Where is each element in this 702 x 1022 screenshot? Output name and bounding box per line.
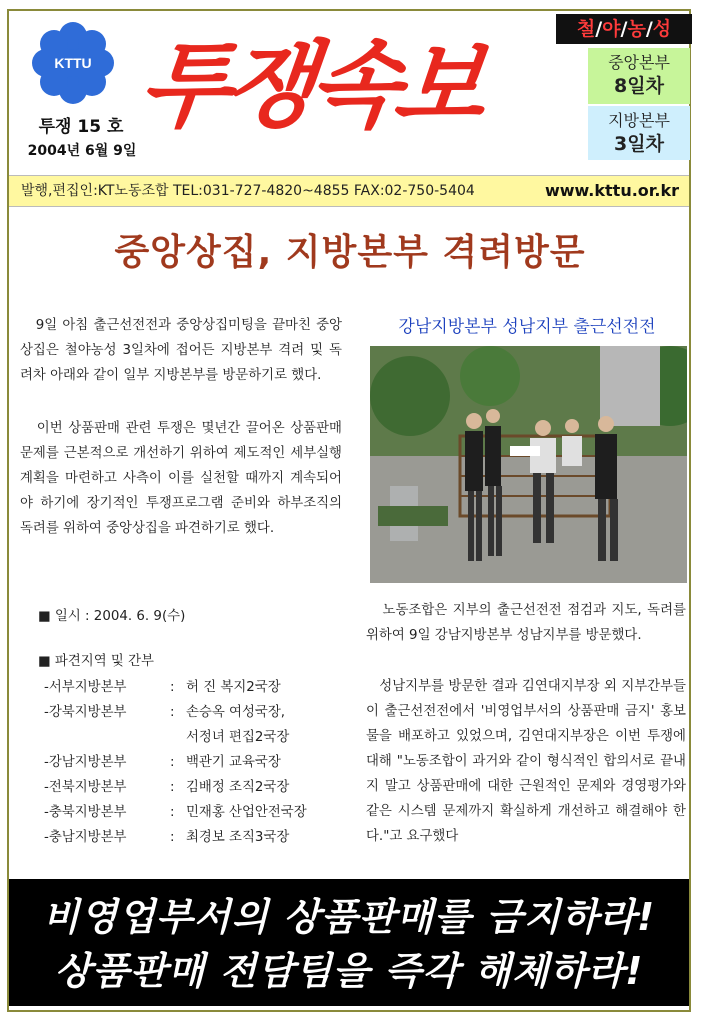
right-paragraph-1 — [366, 598, 686, 648]
dispatch-row — [44, 800, 354, 825]
dispatch-people: 민재홍 산업안전국장 — [186, 805, 307, 820]
regional-label: 지방본부 — [608, 111, 670, 130]
dispatch-region: -강북지방본부 — [44, 705, 127, 720]
hq-days: 8일차 — [614, 75, 664, 97]
issue-date: 2004년 6월 9일 — [27, 143, 137, 159]
right-paragraph-1-text: 노동조합은 지부의 출근선전전 점검과 지도, 독려를 위하여 9일 강남지방본부 성남지부를 방문했다. — [366, 603, 686, 643]
dispatch-row — [44, 675, 354, 700]
right-paragraph-2 — [366, 674, 686, 849]
dispatch-row — [44, 775, 354, 800]
regional-days: 3일차 — [614, 133, 664, 155]
colon: : — [170, 805, 175, 820]
dispatch-region: -전북지방본부 — [44, 780, 127, 795]
slogan-char: 성 — [652, 18, 672, 40]
bullet-dispatch: ■ 파견지역 및 간부 — [38, 654, 154, 669]
hq-label: 중앙본부 — [608, 53, 670, 72]
colon: : — [170, 780, 175, 795]
colon: : — [170, 755, 175, 770]
banner-line-2: 상품판매 전담팀을 즉각 해체하라! — [54, 949, 644, 993]
logo-text: KTTU — [54, 55, 92, 71]
dispatch-people: 서정녀 편집2국장 — [186, 730, 290, 745]
slogan-char: 야 — [602, 18, 621, 40]
dispatch-row — [44, 750, 354, 775]
left-paragraph-2 — [20, 416, 342, 541]
slogan-char: 철 — [576, 18, 596, 40]
website-link[interactable]: www.kttu.or.kr — [544, 181, 679, 200]
colon: : — [170, 705, 175, 720]
bullet-date: ■ 일시 : 2004. 6. 9(수) — [38, 609, 186, 624]
dispatch-people: 허 진 복지2국장 — [186, 680, 281, 695]
left-paragraph-2-text: 이번 상품판매 관련 투쟁은 몇년간 끌어온 상품판매 문제를 근본적으로 개선하기 위하여 제도적인 세부실행계획을 마련하고 사측이 이를 실천할 때까지 계속되어야 하기에 장기적인 투쟁프로그램 준비와 하부조직의 독려를 위하여 중앙상집을 파견하기로 했다. — [20, 421, 342, 536]
left-paragraph-1-text: 9일 아침 출근선전전과 중앙상집미팅을 끝마친 중앙상집은 철야농성 3일차에 접어든 지방본부 격려 및 독려차 아래와 같이 일부 지방본부를 방문하기로 했다. — [20, 318, 342, 383]
photo-caption: 강남지방본부 성남지부 출근선전전 — [398, 317, 656, 337]
dispatch-row — [44, 825, 354, 850]
publisher-info: 발행,편집인:KT노동조합 TEL:031-727-4820~4855 FAX:02-750-5404 — [21, 183, 475, 199]
dispatch-row — [44, 700, 354, 725]
slogan-badge: 철/야/농/성 — [556, 14, 692, 44]
banner-line-1: 비영업부서의 상품판매를 금지하라! — [42, 895, 656, 939]
dispatch-region: -서부지방본부 — [44, 680, 127, 695]
dispatch-region: -충북지방본부 — [44, 805, 127, 820]
colon: : — [170, 830, 175, 845]
dispatch-list — [44, 675, 354, 850]
publisher-bar — [9, 175, 689, 207]
dispatch-people: 김배정 조직2국장 — [186, 780, 290, 795]
left-paragraph-1 — [20, 313, 342, 388]
colon: : — [170, 680, 175, 695]
slogan-banner — [9, 879, 689, 1006]
right-paragraph-2-text: 성남지부를 방문한 결과 김연대지부장 외 지부간부들이 출근선전전에서 '비영업부서의 상품판매 금지' 홍보물을 배포하고 있었으며, 김연대지부장은 이번 투쟁에 대해 "노동조합이 과거와 같이 형식적인 합의서로 끝내지 말고 상품판매에 대한 근원적인 문제와 경영평가와 같은 시스템 문제까지 확실하게 개선하고 해결해야 한다."고 요구했다 — [366, 679, 686, 844]
dispatch-people: 백관기 교육국장 — [186, 755, 281, 770]
regional-day-counter — [588, 106, 690, 160]
slogan-char: 농 — [627, 18, 646, 40]
dispatch-region: -강남지방본부 — [44, 755, 127, 770]
article-headline: 중앙상집, 지방본부 격려방문 — [114, 232, 586, 273]
masthead-title: 투쟁속보 — [134, 32, 485, 141]
issue-number: 투쟁 15 호 — [38, 117, 124, 137]
photo-image — [370, 346, 687, 583]
dispatch-people: 최경보 조직3국장 — [186, 830, 290, 845]
dispatch-row — [44, 725, 354, 750]
hq-day-counter — [588, 48, 690, 104]
dispatch-people: 손승옥 여성국장, — [186, 705, 286, 720]
kttu-logo — [30, 20, 116, 106]
dispatch-region: -충남지방본부 — [44, 830, 127, 845]
